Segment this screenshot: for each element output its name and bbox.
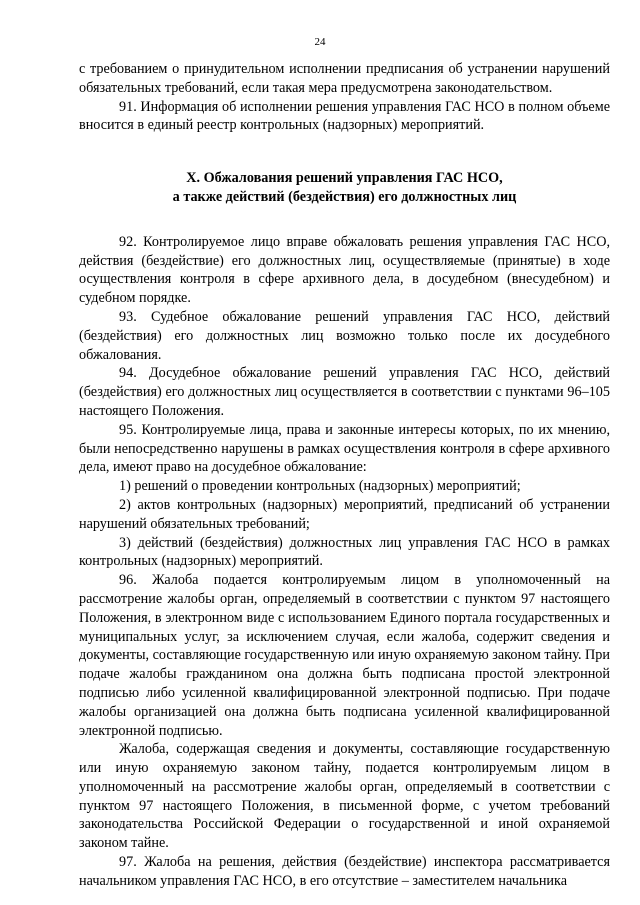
paragraph-91: 91. Информация об исполнении решения управления ГАС НСО в полном объеме вносится в единый реестр контрольных (надзорных) мероприятий. [79,98,610,134]
list-item-2: 2) актов контрольных (надзорных) мероприятий, предписаний об устранении нарушений обязательных требований; [79,496,610,532]
paragraph-93: 93. Судебное обжалование решений управления ГАС НСО, действий (бездействия) его должностных лиц возможно только после их досудебного обжалования. [79,308,610,363]
paragraph-96: 96. Жалоба подается контролируемым лицом в уполномоченный на рассмотрение жалобы орган, определяемый в соответствии с пунктом 97 настоящего Положения, в электронном виде с использованием Единого портала государственных и муниципальных услуг, за исключением случая, если жалоба, содержит сведения и документы, составляющие государственную или иную охраняемую законом тайну. При подаче жалобы гражданином она должна быть подписана простой электронной подписью либо усиленной квалифицированной электронной подписью. При подаче жалобы организацией она должна быть подписана усиленной квалифицированной электронной подписью. [79,572,610,739]
section-heading-line-1: X. Обжалования решений управления ГАС НСО, [186,170,503,187]
paragraph-97: 97. Жалоба на решения, действия (бездействие) инспектора рассматривается начальником управления ГАС НСО, в его отсутствие – заместителем начальника [79,854,610,889]
paragraph-continuation: с требованием о принудительном исполнении предписания об устранении нарушений обязательных требований, если такая мера предусмотрена законодательством. [79,61,610,96]
list-item-1: 1) решений о проведении контрольных (надзорных) мероприятий; [119,478,521,495]
paragraph-96-continued: Жалоба, содержащая сведения и документы, составляющие государственную или иную охраняемую законом тайну, подается контролируемым лицом в уполномоченный на рассмотрение жалобы орган, определяемый в соответствии с пунктом 97 настоящего Положения, в письменной форме, с учетом требований законодательства Российской Федерации о государственной и иной охраняемой законом тайне. [79,741,610,852]
list-item-3: 3) действий (бездействия) должностных лиц управления ГАС НСО в рамках контрольных (надзорных) мероприятий. [79,534,610,570]
paragraph-95: 95. Контролируемые лица, права и законные интересы которых, по их мнению, были непосредственно нарушены в рамках осуществления контроля в сфере архивного дела, имеют право на досудебное обжалование: [79,421,610,476]
section-heading-line-2: а также действий (бездействия) его должностных лиц [172,188,517,205]
document-body [79,60,610,891]
paragraph-94: 94. Досудебное обжалование решений управления ГАС НСО, действий (бездействия) его должностных лиц осуществляется в соответствии с пунктами 96–105 настоящего Положения. [79,365,610,419]
paragraph-92: 92. Контролируемое лицо вправе обжаловать решения управления ГАС НСО, действия (бездействие) его должностных лиц, осуществляемые (принятые) в ходе осуществления контроля в сфере архивного дела, в досудебном (внесудебном) и судебном порядке. [79,233,610,307]
page-number: 24 [314,36,326,48]
section-heading [79,169,610,207]
